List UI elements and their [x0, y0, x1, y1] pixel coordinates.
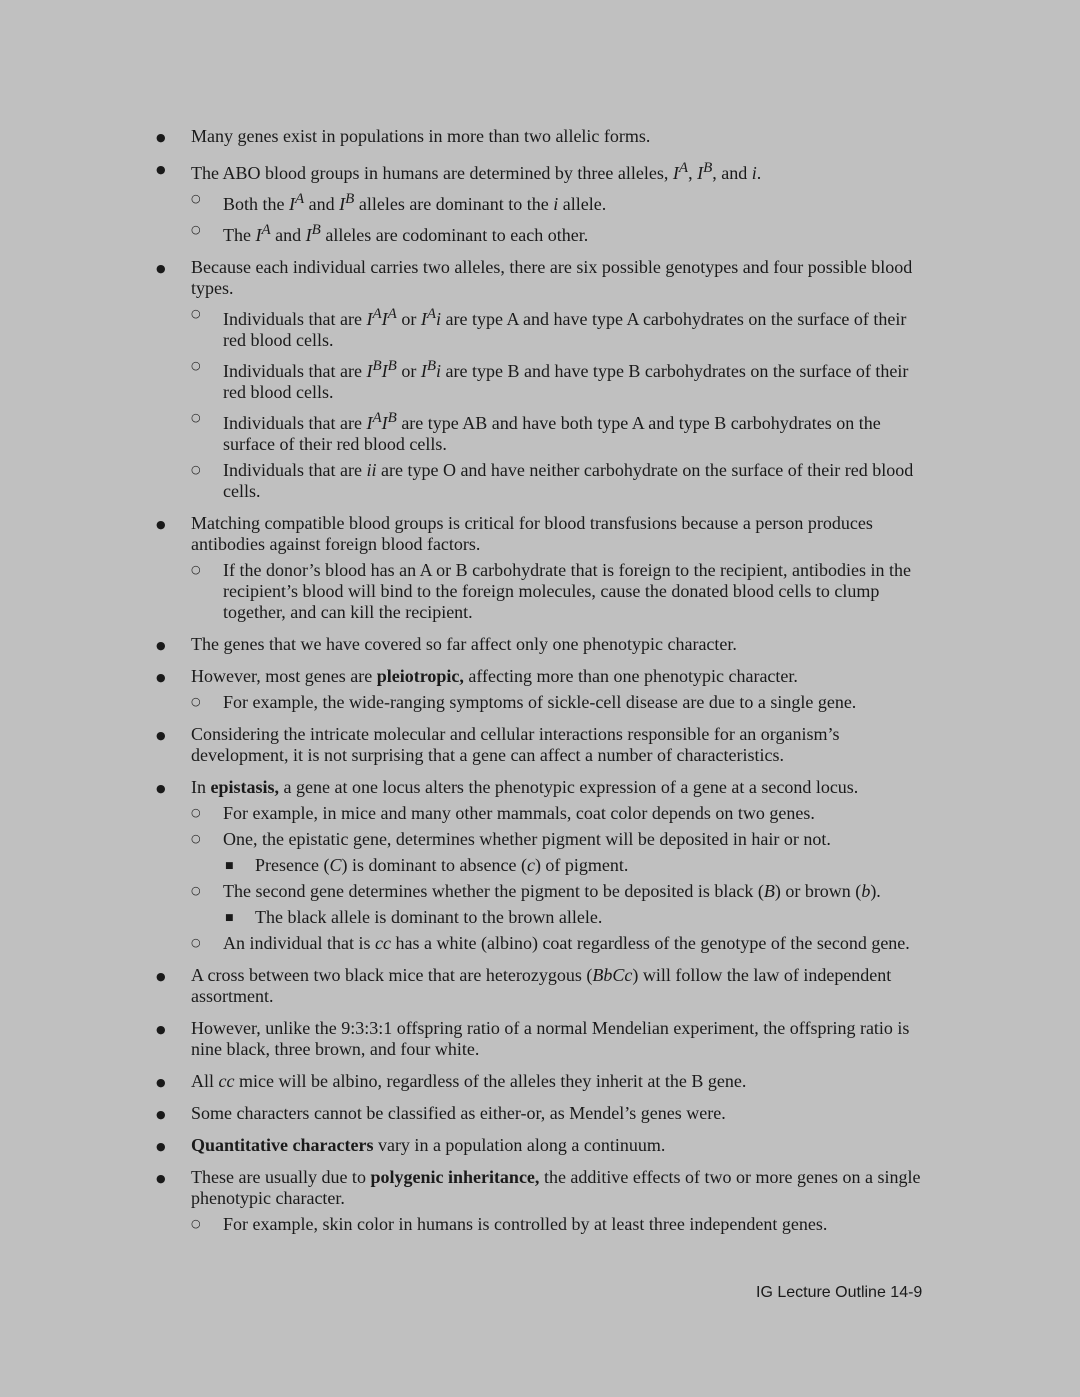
outline-item-level-3	[255, 907, 921, 928]
outline-item-level-1	[191, 158, 921, 246]
outline-item-text: ○ The second gene determines whether the pigment to be deposited is black (B) or brown (b).	[223, 881, 881, 901]
outline-item-text: ● A cross between two black mice that are heterozygous (BbCc) will follow the law of independent assortment.	[191, 965, 892, 1006]
outline-item-level-1	[191, 965, 921, 1007]
outline-item-level-2	[223, 460, 921, 502]
outline-item-text: ○ For example, in mice and many other mammals, coat color depends on two genes.	[223, 803, 815, 823]
outline-item-text: ○ Individuals that are $I^BI^B$ or $I^Bi$ are type B and have type B carbohydrates on the surface of their red blood cells.	[223, 358, 909, 402]
outline-item-text: ○ If the donor’s blood has an A or B carbohydrate that is foreign to the recipient, antibodies in the recipient’s blood will bind to the foreign molecules, cause the donated blood cells to clump together, and can kill the recipient.	[223, 560, 911, 622]
outline-item-text: ● Matching compatible blood groups is critical for blood transfusions because a person produces antibodies against foreign blood factors.	[191, 513, 873, 554]
outline-item-text: ○ One, the epistatic gene, determines whether pigment will be deposited in hair or not.	[223, 829, 831, 849]
outline-item-text: ■ The black allele is dominant to the brown allele.	[255, 907, 603, 927]
outline-item-text: ● However, unlike the 9:3:3:1 offspring ratio of a normal Mendelian experiment, the offspring ratio is nine black, three brown, and four white.	[191, 1018, 910, 1059]
outline-item-level-2	[223, 189, 921, 215]
page-footer: IG Lecture Outline 14-9	[756, 1284, 923, 1301]
outline-item-level-1	[191, 513, 921, 623]
outline-item-text: ● Considering the intricate molecular and cellular interactions responsible for an organism’s development, it is not surprising that a gene can affect a number of characteristics.	[191, 724, 840, 765]
outline-item-level-2	[223, 881, 921, 928]
outline-item-text: ● Quantitative characters vary in a population along a continuum.	[191, 1135, 666, 1155]
outline-item-level-1	[191, 1103, 921, 1124]
outline-item-level-2	[223, 220, 921, 246]
outline-item-text: ● Some characters cannot be classified as either-or, as Mendel’s genes were.	[191, 1103, 726, 1123]
outline-item-text: ● The genes that we have covered so far affect only one phenotypic character.	[191, 634, 737, 654]
outline-item-level-1	[191, 1135, 921, 1156]
outline-item-text: ○ Individuals that are $I^AI^B$ are type AB and have both type A and type B carbohydrates on the surface of their red blood cells.	[223, 410, 881, 454]
outline-item-level-1	[191, 666, 921, 713]
outline-item-text: ● Because each individual carries two alleles, there are six possible genotypes and four possible blood types.	[191, 257, 913, 298]
lecture-outline	[0, 126, 1080, 1235]
outline-item-text: ● These are usually due to polygenic inheritance, the additive effects of two or more genes on a single phenotypic character.	[191, 1167, 921, 1208]
outline-item-text: ● However, most genes are pleiotropic, affecting more than one phenotypic character.	[191, 666, 798, 686]
outline-item-level-1	[191, 126, 921, 147]
outline-item-level-2	[223, 356, 921, 403]
outline-item-level-1	[191, 724, 921, 766]
outline-item-text: ● Many genes exist in populations in more than two allelic forms.	[191, 126, 651, 146]
outline-item-level-1	[191, 1018, 921, 1060]
outline-item-level-1	[191, 1071, 921, 1092]
outline-item-level-2	[223, 829, 921, 876]
outline-item-level-2	[223, 803, 921, 824]
outline-item-text: ○ An individual that is cc has a white (albino) coat regardless of the genotype of the second gene.	[223, 933, 910, 953]
outline-item-text: ○ The $I^A$ and $I^B$ alleles are codominant to each other.	[223, 222, 589, 245]
outline-item-level-2	[223, 692, 921, 713]
outline-item-level-1	[191, 257, 921, 502]
outline-item-level-1	[191, 634, 921, 655]
outline-item-text: ● In epistasis, a gene at one locus alters the phenotypic expression of a gene at a second locus.	[191, 777, 859, 797]
outline-item-text: ○ Both the $I^A$ and $I^B$ alleles are dominant to the i allele.	[223, 191, 607, 214]
outline-item-level-1	[191, 1167, 921, 1235]
outline-item-level-1	[191, 777, 921, 954]
outline-item-level-3	[255, 855, 921, 876]
outline-item-text: ○ For example, skin color in humans is controlled by at least three independent genes.	[223, 1214, 828, 1234]
outline-item-level-2	[223, 408, 921, 455]
outline-item-level-2	[223, 1214, 921, 1235]
outline-item-level-2	[223, 933, 921, 954]
outline-item-text: ○ Individuals that are ii are type O and have neither carbohydrate on the surface of their red blood cells.	[223, 460, 914, 501]
outline-item-text: ● All cc mice will be albino, regardless of the alleles they inherit at the B gene.	[191, 1071, 747, 1091]
outline-item-text: ■ Presence (C) is dominant to absence (c) of pigment.	[255, 855, 629, 875]
outline-item-level-2	[223, 560, 921, 623]
outline-item-text: ● The ABO blood groups in humans are determined by three alleles, $I^A$, $I^B$, and i.	[191, 160, 762, 183]
outline-item-text: ○ For example, the wide-ranging symptoms of sickle-cell disease are due to a single gene.	[223, 692, 857, 712]
outline-item-text: ○ Individuals that are $I^AI^A$ or $I^Ai$ are type A and have type A carbohydrates on the surface of their red blood cells.	[223, 306, 907, 350]
outline-item-level-2	[223, 304, 921, 351]
